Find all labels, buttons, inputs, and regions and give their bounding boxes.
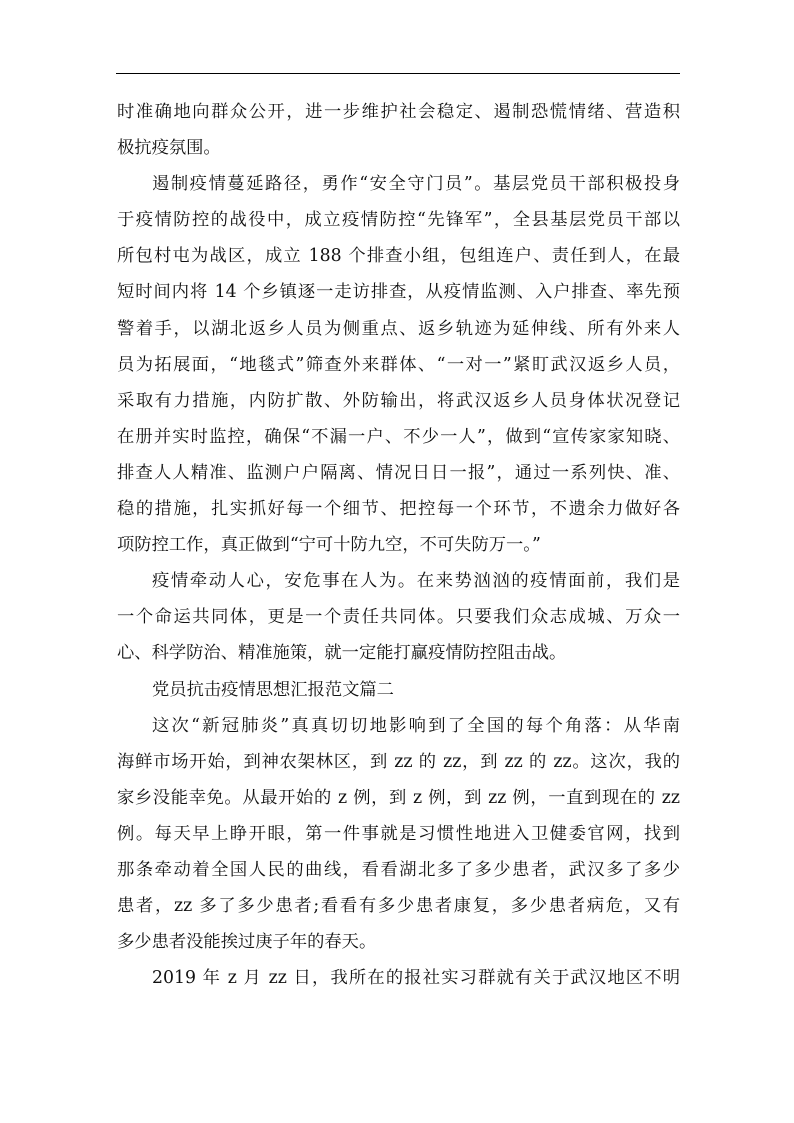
body-text [117, 94, 680, 996]
text-line: 患者，zz 多了多少患者;看看有多少患者康复，多少患者病危，又有 [117, 896, 680, 917]
text-line: 时准确地向群众公开，进一步维护社会稳定、遏制恐慌情绪、营造积 [117, 102, 680, 122]
text-line: 那条牵动着全国人民的曲线，看看湖北多了多少患者，武汉多了多少 [117, 859, 680, 880]
text-line: 党员抗击疫情思想汇报范文篇二 [152, 679, 394, 700]
text-line: 所包村屯为战区，成立 188 个排查小组，包组连户、责任到人，在最 [117, 246, 680, 267]
text-line: 员为拓展面，“地毯式”筛查外来群体、“一对一”紧盯武汉返乡人员， [117, 354, 680, 375]
text-line: 疫情牵动人心，安危事在人为。在来势汹汹的疫情面前，我们是 [152, 571, 680, 592]
text-line: 短时间内将 14 个乡镇逐一走访排查，从疫情监测、入户排查、率先预 [117, 282, 680, 303]
text-line: 排查人人精准、监测户户隔离、情况日日一报”，通过一系列快、准、 [117, 462, 680, 483]
text-line: 极抗疫氛围。 [117, 138, 221, 159]
header-rule [116, 73, 680, 74]
text-line: 海鲜市场开始，到神农架林区，到 zz 的 zz，到 zz 的 zz。这次，我的 [117, 751, 680, 772]
text-line: 项防控工作，真正做到“宁可十防九空，不可失防万一。” [117, 535, 541, 556]
text-line: 遏制疫情蔓延路径，勇作“安全守门员”。基层党员干部积极投身 [152, 174, 680, 195]
text-line: 稳的措施，扎实抓好每一个细节、把控每一个环节，不遗余力做好各 [117, 499, 680, 520]
text-line: 在册并实时监控，确保“不漏一户、不少一人”，做到“宣传家家知晓、 [117, 426, 680, 447]
text-line: 采取有力措施，内防扩散、外防输出，将武汉返乡人员身体状况登记 [117, 390, 680, 411]
text-line: 家乡没能幸免。从最开始的 z 例，到 z 例，到 zz 例，一直到现在的 zz [117, 787, 680, 808]
text-line: 这次“新冠肺炎”真真切切地影响到了全国的每个角落：从华南 [152, 715, 680, 736]
text-line: 例。每天早上睁开眼，第一件事就是习惯性地进入卫健委官网，找到 [117, 823, 680, 844]
text-line: 2019 年 z 月 zz 日，我所在的报社实习群就有关于武汉地区不明 [152, 968, 680, 989]
text-line: 于疫情防控的战役中，成立疫情防控“先锋军”，全县基层党员干部以 [117, 210, 680, 231]
text-line: 多少患者没能挨过庚子年的春天。 [117, 932, 377, 953]
text-line: 警着手，以湖北返乡人员为侧重点、返乡轨迹为延伸线、所有外来人 [117, 318, 680, 339]
text-line: 心、科学防治、精准施策，就一定能打赢疫情防控阻击战。 [117, 643, 567, 664]
text-line: 一个命运共同体，更是一个责任共同体。只要我们众志成城、万众一 [117, 607, 680, 628]
